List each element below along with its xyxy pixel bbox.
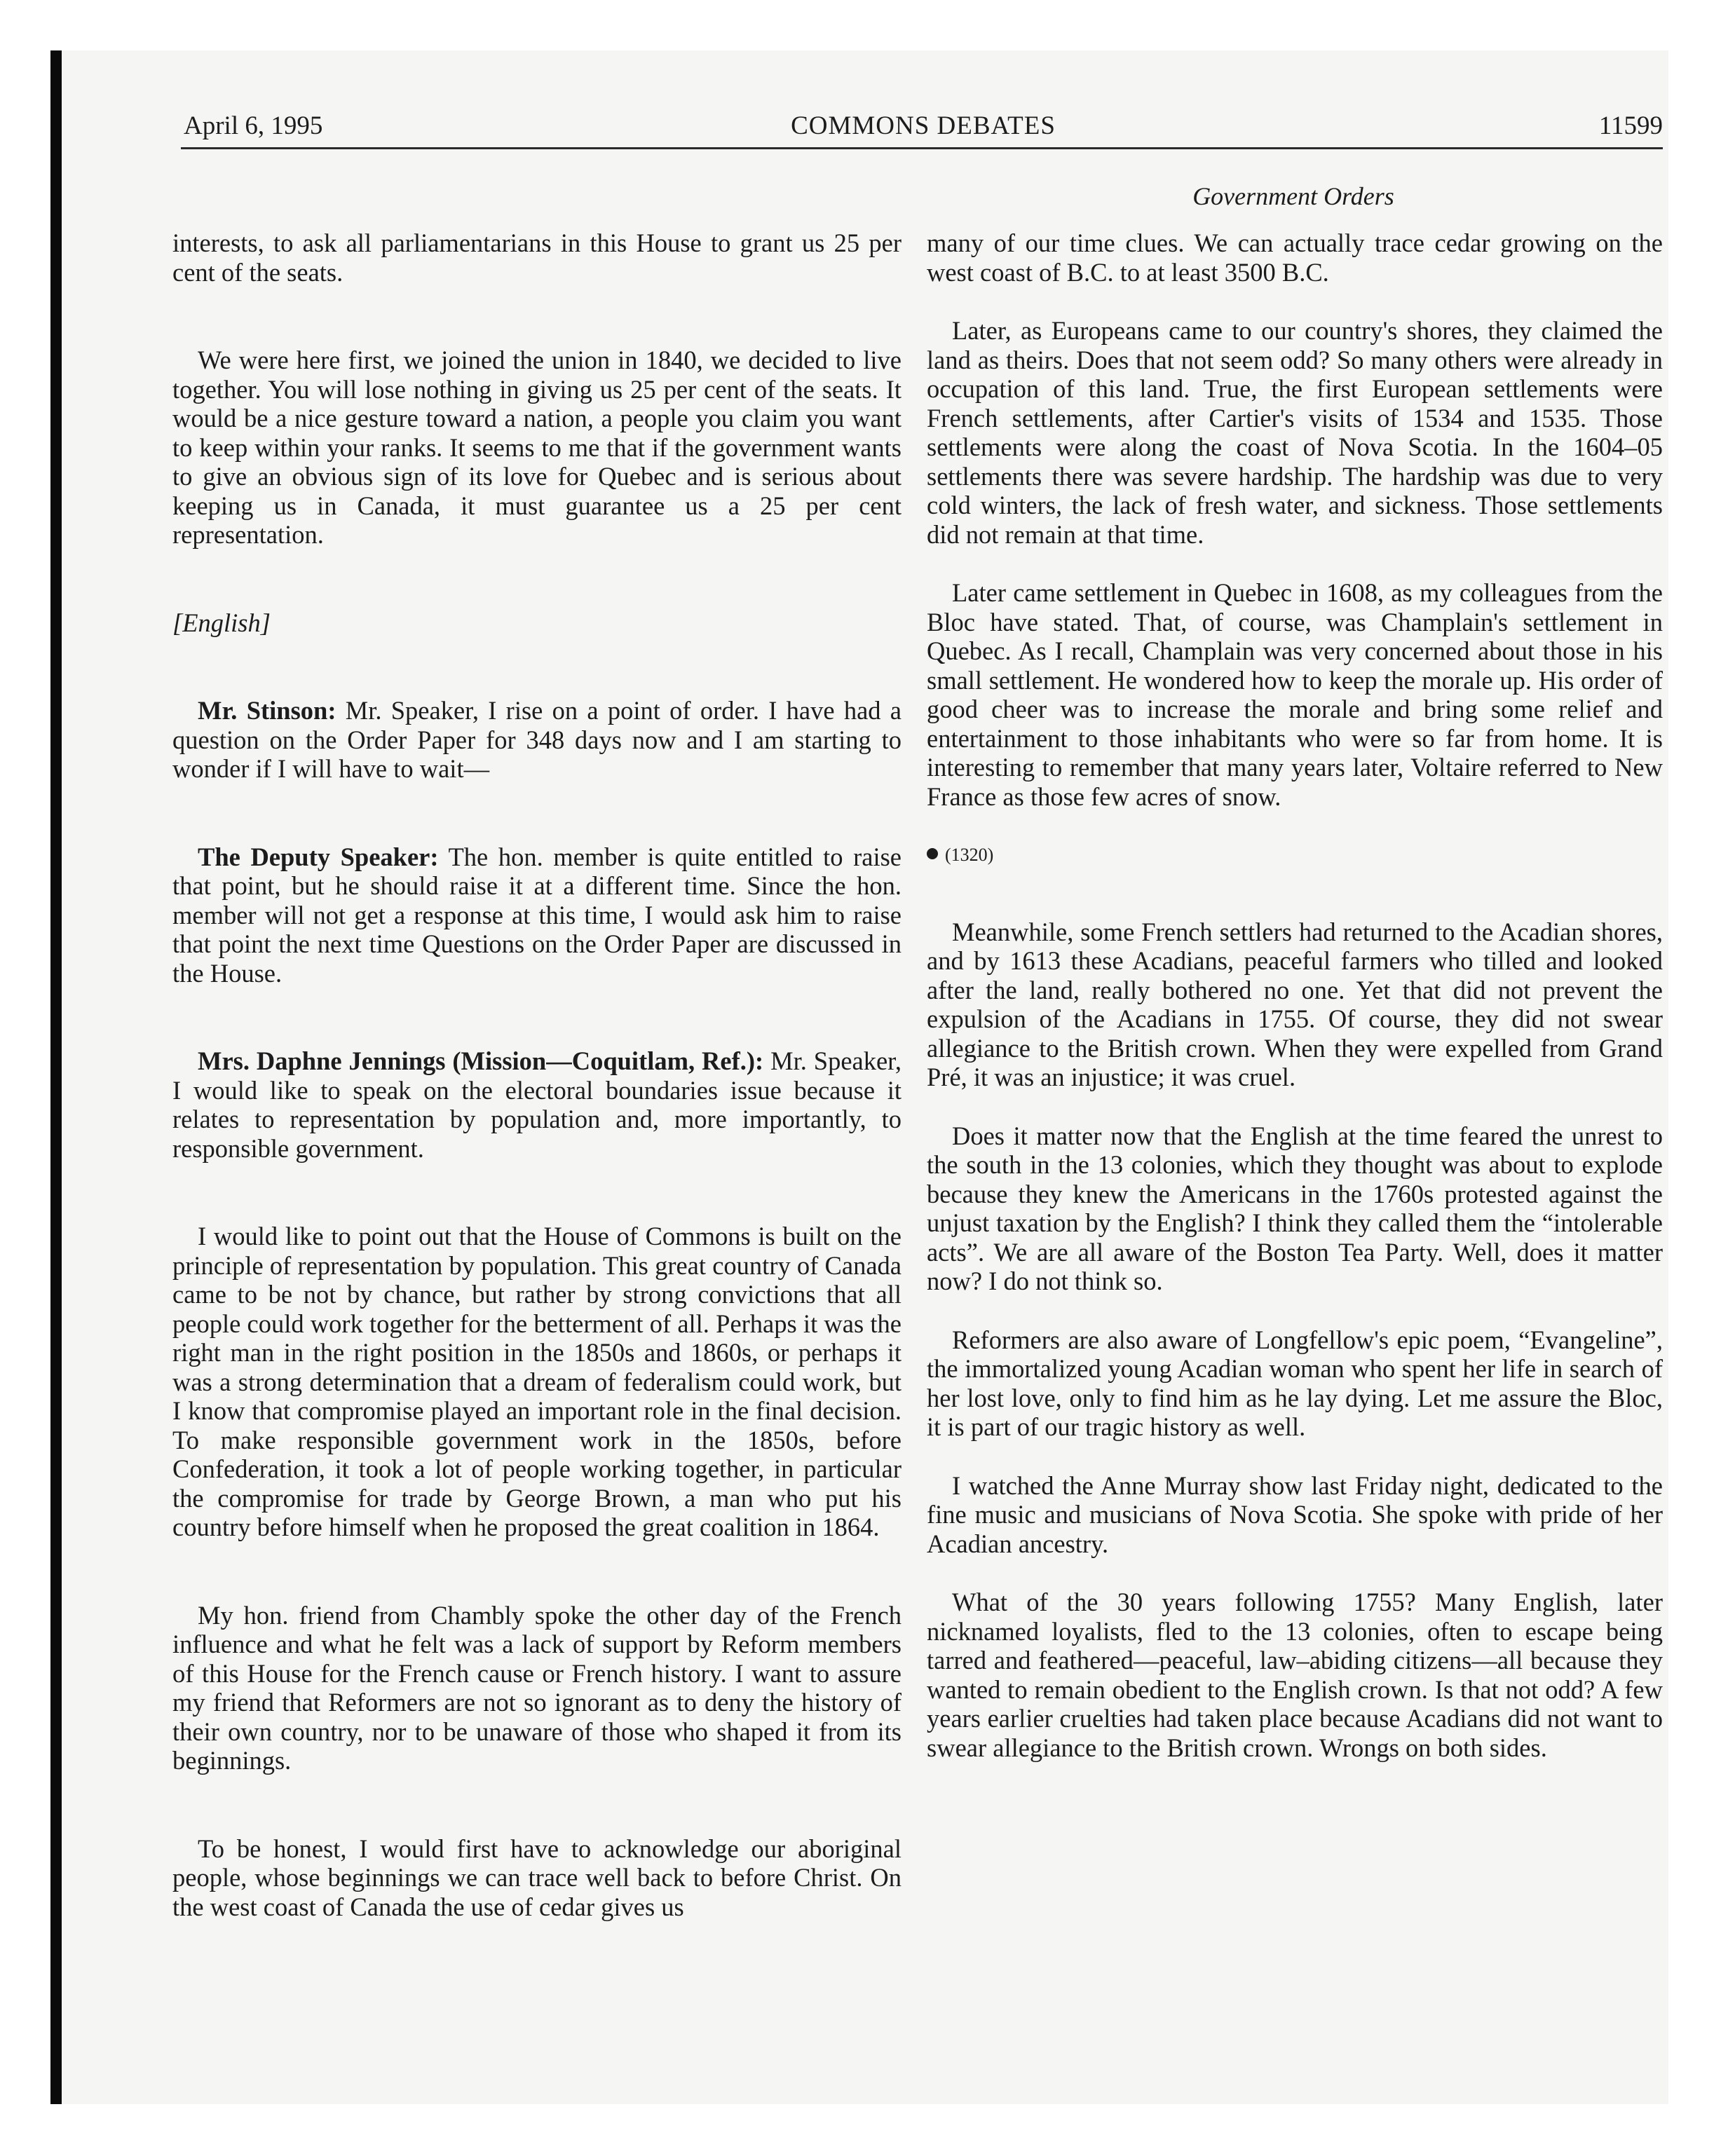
page-number: 11599	[1598, 111, 1663, 140]
speech-paragraph	[172, 842, 901, 988]
paragraph: What of the 30 years following 1755? Many English, later nicknamed loyalists, fled to the 13 colonies, often to escape being tarred and feathered—peaceful, law–abiding citizens—all because they wanted to remain obedient to the English crown. Is that not odd? A few years earlier cruelties had taken place because Acadians did not want to swear allegiance to the British crown. Wrongs on both sides.	[927, 1588, 1663, 1762]
paragraph: I watched the Anne Murray show last Friday night, dedicated to the fine music and musicians of Nova Scotia. She spoke with pride of her Acadian ancestry.	[927, 1471, 1663, 1558]
header-date: April 6, 1995	[184, 111, 323, 140]
right-column	[927, 228, 1663, 1762]
scan-border	[50, 50, 62, 2104]
timestamp	[927, 840, 1663, 870]
header-title: COMMONS DEBATES	[791, 111, 1056, 140]
speaker-name: The Deputy Speaker:	[198, 842, 439, 871]
timestamp-text: (1320)	[945, 845, 994, 865]
paragraph: Reformers are also aware of Longfellow's epic poem, “Evangeline”, the immortalized young Acadian woman who spent her life in search of her lost love, only to find him as he lay dying. Let me assure the Bloc, it is part of our tragic history as well.	[927, 1325, 1663, 1441]
bullet-icon	[927, 848, 938, 859]
paragraph: interests, to ask all parliamentarians in this House to grant us 25 per cent of the seats.	[172, 228, 901, 287]
paragraph: many of our time clues. We can actually trace cedar growing on the west coast of B.C. to at least 3500 B.C.	[927, 228, 1663, 287]
speech-text: Mr. Speaker, I would like to speak on the electoral boundaries issue because it relates to representation by population and, more importantly, to responsible government.	[172, 1046, 901, 1163]
speech-text: Mr. Speaker, I rise on a point of order. I have had a question on the Order Paper for 348 days now and I am starting to wonder if I will have to wait—	[172, 696, 901, 783]
paragraph: Does it matter now that the English at the time feared the unrest to the south in the 13 colonies, which they thought was about to explode because they knew the Americans in the 1760s protested against the unjust taxation by the English? I think they called them the “intolerable acts”. We are all aware of the Boston Tea Party. Well, does it matter now? I do not think so.	[927, 1121, 1663, 1295]
header-rule	[181, 147, 1663, 149]
paragraph: I would like to point out that the House of Commons is built on the principle of representation by population. This great country of Canada came to be not by chance, but rather by strong convictions that all people could work together for the betterment of all. Perhaps it was the right man in the right position in the 1850s and 1860s, or perhaps it was a strong determination that a dream of federalism could work, but I know that compromise played an important role in the final decision. To make responsible government work in the 1850s, before Confederation, it took a lot of people working together, in particular the compromise for trade by George Brown, a man who put his country before himself when he proposed the great coalition in 1864.	[172, 1222, 901, 1541]
paragraph: Later, as Europeans came to our country's shores, they claimed the land as theirs. Does that not seem odd? So many others were already in occupation of this land. True, the first European settlements were French settlements, after Cartier's visits of 1534 and 1535. Those settlements were along the coast of Nova Scotia. In the 1604–05 settlements there was severe hardship. The hardship was due to very cold winters, the lack of fresh water, and sickness. Those settlements did not remain at that time.	[927, 316, 1663, 549]
speech-paragraph	[172, 1046, 901, 1163]
paragraph: Later came settlement in Quebec in 1608, as my colleagues from the Bloc have stated. That, of course, was Champlain's settlement in Quebec. As I recall, Champlain was very concerned about those in his small settlement. He wondered how to keep the morale up. His order of good cheer was to increase the morale and bring some relief and entertainment to those inhabitants who were so far from home. It is interesting to remember that many years later, Voltaire referred to New France as those few acres of snow.	[927, 578, 1663, 811]
section-label: Government Orders	[1192, 182, 1394, 210]
paragraph: My hon. friend from Chambly spoke the other day of the French influence and what he felt was a lack of support by Reform members of this House for the French cause or French history. I want to assure my friend that Reformers are not so ignorant as to deny the history of their own country, nor to be unaware of those who shaped it from its beginnings.	[172, 1600, 901, 1775]
speaker-name: Mr. Stinson:	[198, 696, 336, 725]
speech-text: The hon. member is quite entitled to raise that point, but he should raise it at a different time. Since the hon. member will not get a response at this time, I would ask him to raise that point the next time Questions on the Order Paper are discussed in the House.	[172, 842, 901, 988]
paragraph: Meanwhile, some French settlers had returned to the Acadian shores, and by 1613 these Acadians, peaceful farmers who tilled and looked after the land, really bothered no one. Yet that did not prevent the expulsion of the Acadians in 1755. Of course, they did not swear allegiance to the British crown. When they were expelled from Grand Pré, it was an injustice; it was cruel.	[927, 917, 1663, 1091]
language-marker: [English]	[172, 608, 271, 637]
page-header	[184, 107, 1663, 146]
speech-paragraph	[172, 696, 901, 784]
paragraph: To be honest, I would first have to acknowledge our aboriginal people, whose beginnings we can trace well back to before Christ. On the west coast of Canada the use of cedar gives us	[172, 1834, 901, 1921]
speaker-name: Mrs. Daphne Jennings (Mission—Coquitlam, Ref.):	[198, 1046, 764, 1075]
paragraph: We were here first, we joined the union in 1840, we decided to live together. You will lose nothing in giving us 25 per cent of the seats. It would be a nice gesture toward a nation, a people you claim you want to keep within your ranks. It seems to me that if the government wants to give an obvious sign of its love for Quebec and is serious about keeping us in Canada, it must guarantee us a 25 per cent representation.	[172, 346, 901, 549]
left-column	[172, 228, 901, 1921]
